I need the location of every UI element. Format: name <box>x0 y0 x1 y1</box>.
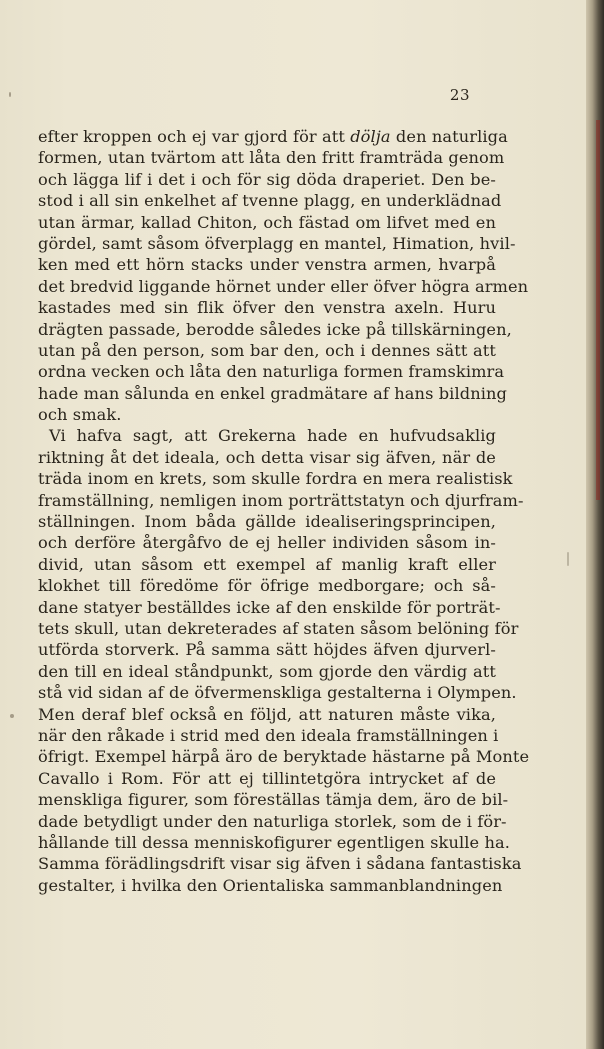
text-line-21: divid, utan såsom ett exempel af manlig kraft eller <box>38 554 496 574</box>
text-line-5: utan ärmar, kallad Chiton, och fästad om lifvet med en <box>38 212 496 232</box>
text-line-7: ken med ett hörn stacks under venstra armen, hvarpå <box>38 255 496 275</box>
text-line-27: stå vid sidan af de öfvermenskliga gestalterna i Olympen. <box>38 683 517 703</box>
text-line-15: Vi hafva sagt, att Grekerna hade en hufvudsaklig <box>49 426 496 446</box>
text-line-35: Samma förädlingsdrift visar sig äfven i sådana fantastiska <box>38 854 522 874</box>
text-line-34: hållande till dessa menniskofigurer egentligen skulle ha. <box>38 832 510 852</box>
text-line-36: gestalter, i hvilka den Orientaliska sammanblandningen <box>38 875 503 895</box>
body-text <box>38 126 530 896</box>
text-line-8: det bredvid liggande hörnet under eller öfver högra armen <box>38 276 529 296</box>
text-line-33: dade betydligt under den naturliga storlek, som de i för- <box>38 811 507 831</box>
text-line-23: dane statyer beställdes icke af den enskilde för porträt- <box>38 597 501 617</box>
page-number: 23 <box>449 86 470 104</box>
text-line-13: hade man sålunda en enkel gradmätare af hans bildning <box>38 383 507 403</box>
text-line-32: menskliga figurer, som föreställas tämja dem, äro de bil- <box>38 790 509 810</box>
text-line-3: och lägga lif i det i och för sig döda draperiet. Den be- <box>38 169 496 189</box>
text-line-28: Men deraf blef också en följd, att naturen måste vika, <box>38 704 496 724</box>
text-line-29: när den råkade i strid med den ideala framställningen i <box>38 725 499 745</box>
text-line-31: Cavallo i Rom. För att ej tillintetgöra intrycket af de <box>38 768 496 788</box>
text-line-20: och derföre återgåfvo de ej heller individen såsom in- <box>38 533 496 553</box>
text-line-9: kastades med sin flik öfver den venstra axeln. Huru <box>38 298 496 318</box>
paper-speck <box>10 714 14 718</box>
text-line-1: efter kroppen och ej var gjord för att dölja den naturliga <box>38 127 508 146</box>
text-line-18: framställning, nemligen inom porträttstatyn och djurfram- <box>38 490 524 510</box>
book-binding-edge <box>586 0 604 1049</box>
text-line-12: ordna vecken och låta den naturliga formen framskimra <box>38 362 505 382</box>
text-line-6: gördel, samt såsom öfverplagg en mantel, Himation, hvil- <box>38 233 516 253</box>
emphasis-word: dölja <box>350 127 391 146</box>
text-line-30: öfrigt. Exempel härpå äro de beryktade hästarne på Monte <box>38 747 530 767</box>
paper-speck <box>9 92 11 97</box>
text-line-22: klokhet till föredöme för öfrige medborgare; och så- <box>38 576 496 596</box>
text-line-17: träda inom en krets, som skulle fordra en mera realistisk <box>38 469 513 489</box>
text-line-14: och smak. <box>38 405 122 425</box>
text-line-24: tets skull, utan dekreterades af staten såsom belöning för <box>38 618 519 638</box>
text-line-25: utförda storverk. På samma sätt höjdes äfven djurverl- <box>38 640 496 660</box>
text-line-11: utan på den person, som bar den, och i dennes sätt att <box>38 340 496 360</box>
paper-speck <box>567 552 569 566</box>
text-line-10: drägten passade, berodde således icke på tillskärningen, <box>38 319 512 339</box>
text-line-2: formen, utan tvärtom att låta den fritt framträda genom <box>38 148 505 168</box>
text-line-4: stod i all sin enkelhet af tvenne plagg, en underklädnad <box>38 191 502 211</box>
text-line-19: ställningen. Inom båda gällde idealiseringsprincipen, <box>38 512 496 532</box>
text-line-26: den till en ideal ståndpunkt, som gjorde den värdig att <box>38 661 496 681</box>
text-line-16: riktning åt det ideala, och detta visar sig äfven, när de <box>38 447 496 467</box>
